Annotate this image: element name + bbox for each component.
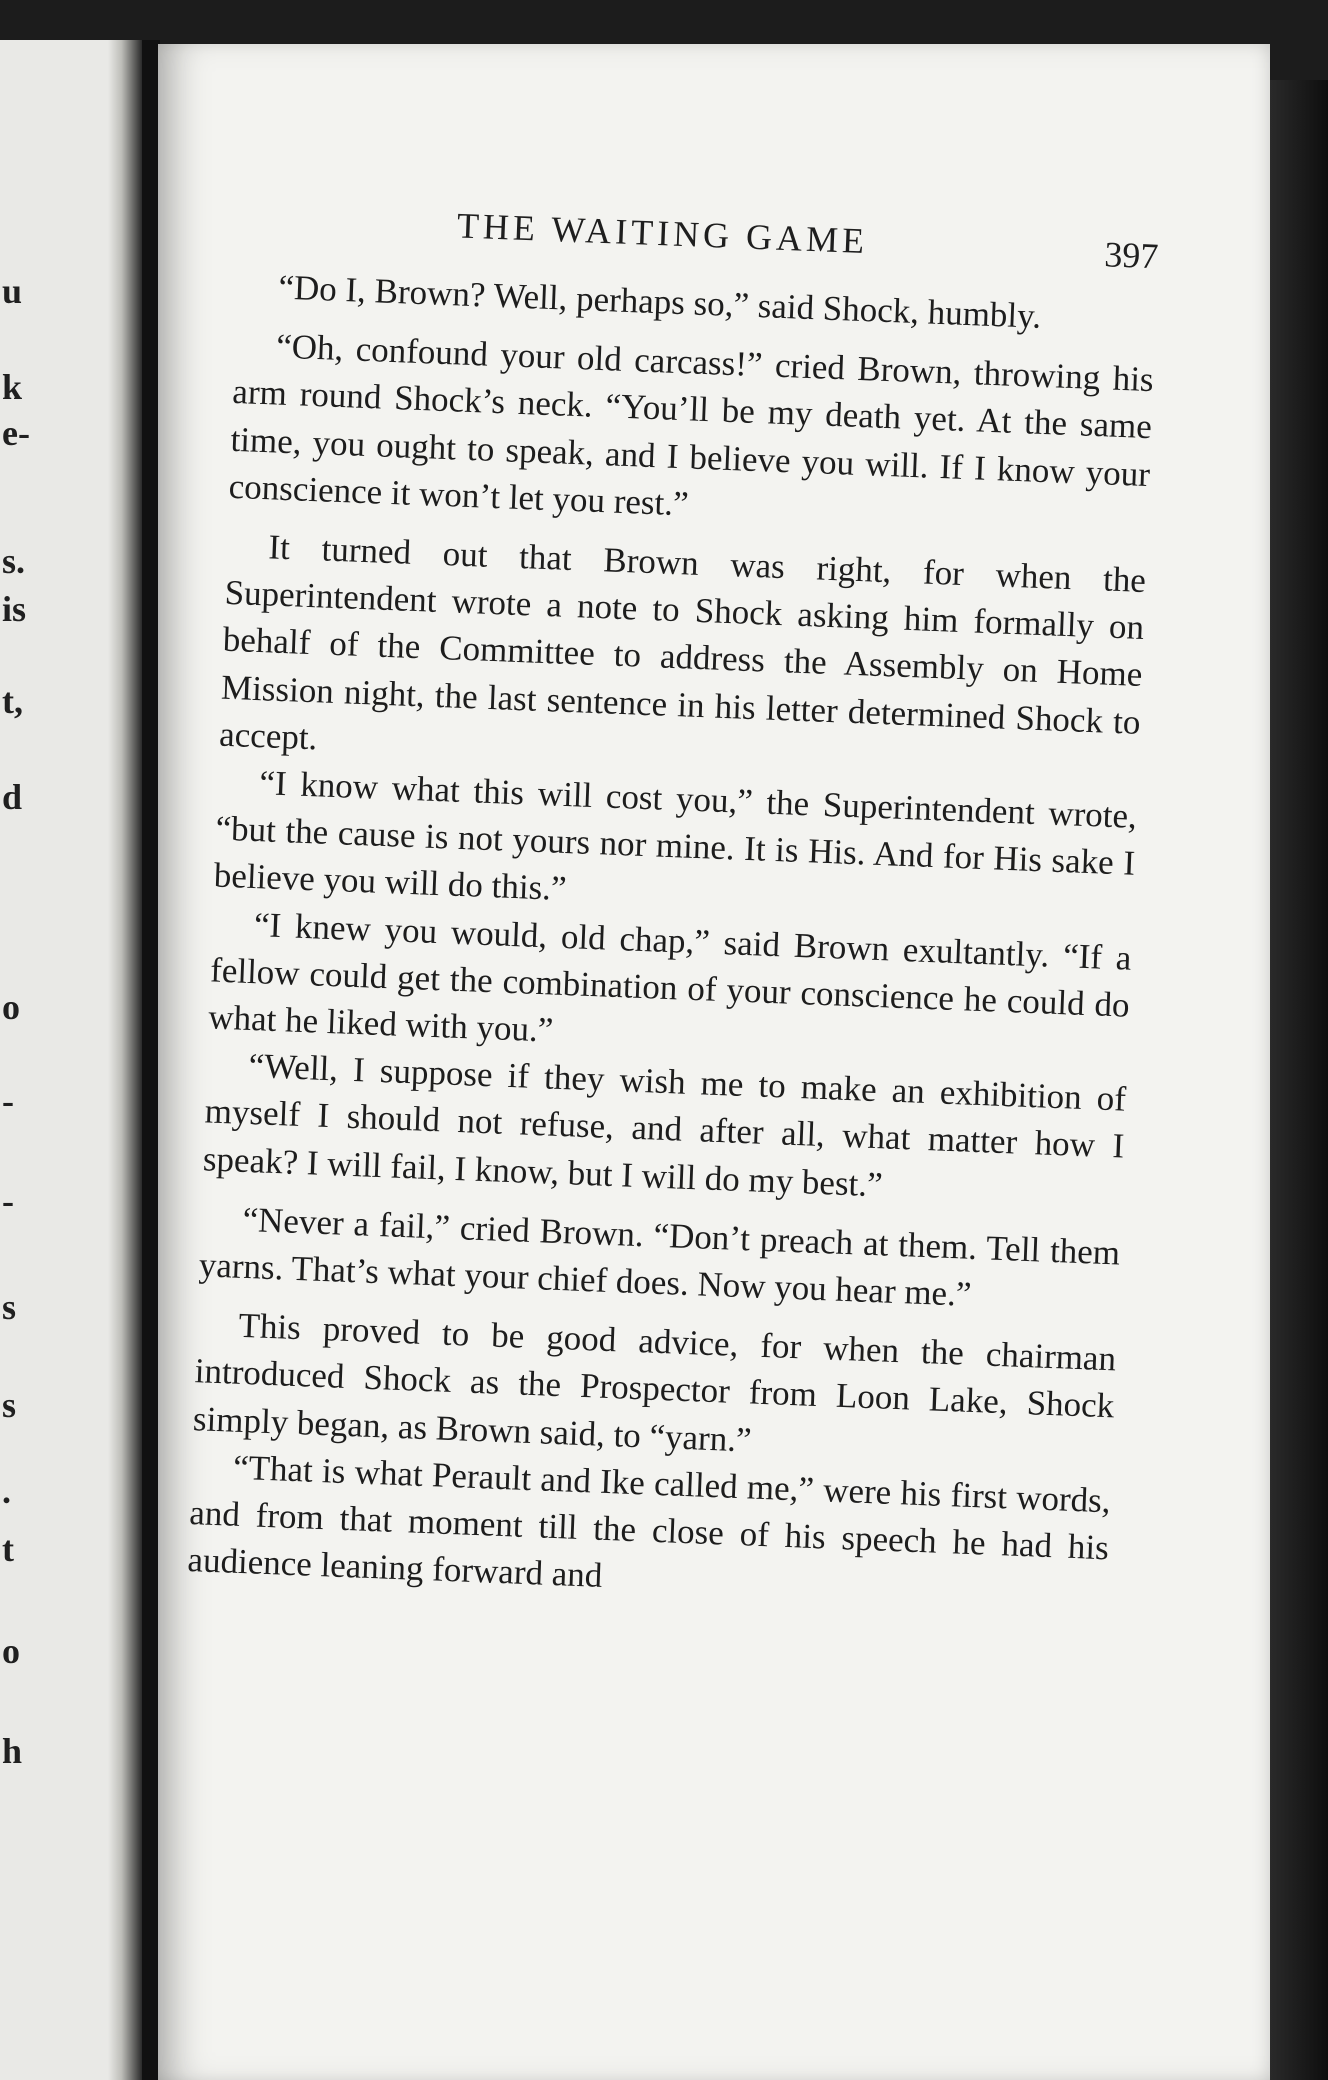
fragment: o	[2, 987, 20, 1027]
paragraph: “Oh, confound your old carcass!” cried Brown, throwing his arm round Shock’s neck. “You’ll be my death yet. At the same time, you ought to speak, and I believe you will. If I know your conscience it won’t let you rest.”	[228, 326, 1155, 524]
paragraph: It turned out that Brown was right, for when the Superintendent wrote a note to Shock asking him formally on behalf of the Committee to address the Assembly on Home Mission night, the last sentence in his letter determined Shock to accept.	[218, 527, 1147, 758]
running-title: THE WAITING GAME	[456, 205, 869, 262]
fragment: o	[2, 1631, 20, 1671]
fragment: t,	[2, 681, 23, 721]
page-right-shadow	[1270, 80, 1328, 2080]
paragraph: “Well, I suppose if they wish me to make an exhibition of myself I should not refuse, and after all, what matter how I speak? I will fail, I know, but I will do my best.”	[202, 1046, 1127, 1205]
page-text	[187, 196, 1160, 1619]
fragment: t	[2, 1529, 14, 1569]
paragraph: This proved to be good advice, for when the chairman introduced Shock as the Prospector from Loon Lake, Shock simply began, as Brown said, to “yarn.”	[192, 1306, 1117, 1460]
fragment: -	[2, 1181, 14, 1221]
fragment: s.	[2, 541, 26, 581]
fragment: e-	[2, 413, 30, 453]
paragraph: “I know what this will cost you,” the Superintendent wrote, “but the cause is not yours nor mine. It is His. And for His sake I believe you will do this.”	[213, 763, 1138, 909]
paragraph: “Do I, Brown? Well, perhaps so,” said Shock, humbly.	[277, 267, 1042, 336]
fragment: -	[2, 1081, 14, 1121]
page-curl-shadow	[108, 40, 142, 2080]
fragment: d	[2, 777, 23, 817]
paragraph: “That is what Perault and Ike called me,” were his first words, and from that moment till the close of his speech he had his audience leaning forward and	[186, 1447, 1112, 1596]
page-number: 397	[1103, 234, 1160, 277]
previous-page-edge	[0, 40, 142, 2080]
fragment: is	[2, 589, 27, 629]
paragraph: “Never a fail,” cried Brown. “Don’t preach at them. Tell them yarns. That’s what your chief does. Now you hear me.”	[198, 1199, 1121, 1314]
fragment: k	[2, 367, 23, 407]
fragment: s	[2, 1287, 17, 1327]
fragment: u	[2, 271, 23, 311]
fragment: s	[2, 1385, 17, 1425]
fragment: .	[2, 1471, 11, 1511]
fragment: h	[2, 1731, 23, 1771]
paragraph: “I knew you would, old chap,” said Brown exultantly. “If a fellow could get the combination of your conscience he could do what he liked with you.”	[207, 904, 1133, 1050]
